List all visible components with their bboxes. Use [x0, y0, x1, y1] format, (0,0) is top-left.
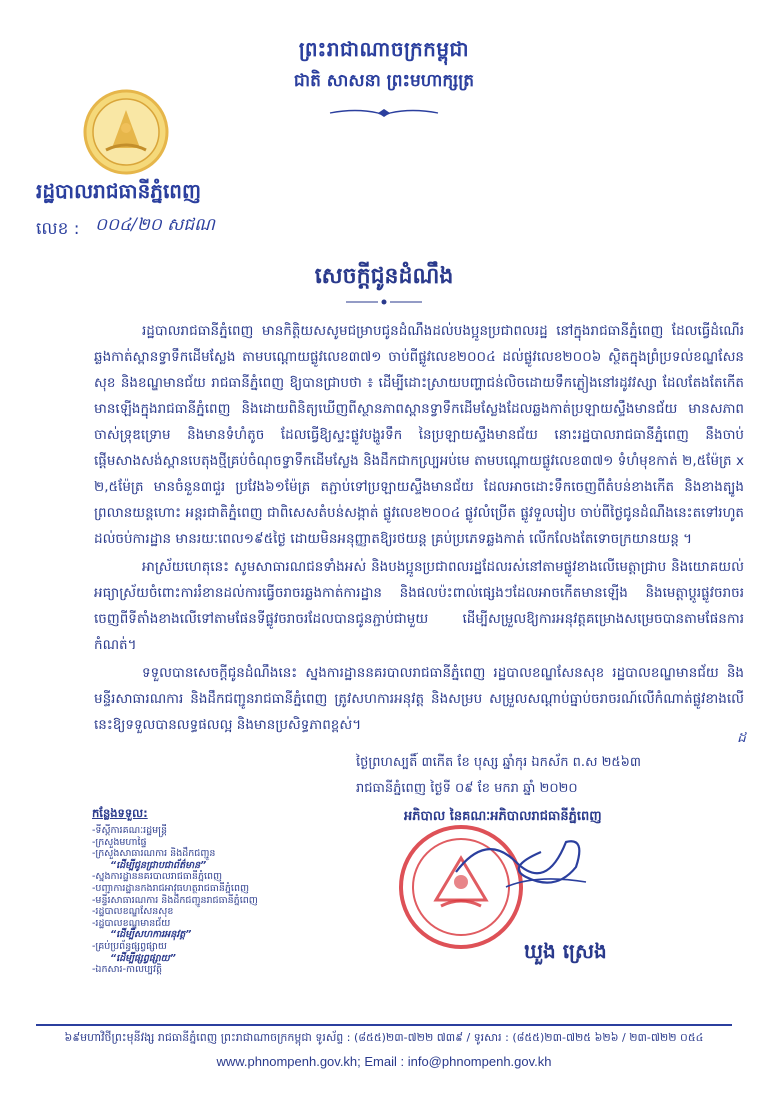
lunar-date: ថ្ងៃព្រហស្បតិ៍ ៣កើត ខែ បុស្ស ឆ្នាំកុរ ឯកស័ក ព.ស ២៥៦៣: [356, 755, 641, 770]
reference-label: លេខ :: [36, 219, 80, 239]
recipient-purpose: “ដើម្បីជូនជ្រាបជាព័ត៌មាន”: [110, 859, 207, 871]
reference-number: ០០៤/២០ សជណ: [95, 215, 215, 235]
recipient-item: -បញ្ជាការដ្ឋានកងរាជអាវុធហត្ថរាជធានីភ្នំពេញ: [92, 882, 250, 894]
signer-title: អភិបាល នៃគណៈអភិបាលរាជធានីភ្នំពេញ: [404, 809, 602, 824]
body-paragraph: អាស្រ័យហេតុនេះ សូមសាធារណជនទាំងអស់ និងបងប្អូនប្រជាពលរដ្ឋដែលរស់នៅតាមផ្លូវខាងលើមេត្តាជ្រាប និងយោគយល់អធ្យាស្រ័យចំពោះការរំខានដល់ការធ្វើចរាចរឆ្លងកាត់ការដ្ឋាន និងផលប៉ះពាល់ផ្សេងៗដែលអាចកើតមានឡើង និងមេត្តាប្តូរផ្លូវចរាចរចេញពីទីតាំងខាងលើទៅតាមផែនទីផ្លូវចរាចរដែលបានជូនភ្ជាប់ជាមួយ ដើម្បីសម្រួលឱ្យការអនុវត្តគម្រោងសម្រេចបានតាមផែនការកំណត់។: [94, 559, 744, 653]
recipients-heading: កន្លែងទទួល:: [92, 806, 148, 820]
recipients-list: [92, 825, 258, 976]
phnom-penh-emblem-icon: [82, 88, 170, 176]
footer-divider: [36, 1024, 732, 1026]
recipient-item: -រដ្ឋបាលខណ្ឌមានជ័យ: [92, 917, 171, 929]
body-paragraph: រដ្ឋបាលរាជធានីភ្នំពេញ មានកិត្តិយសសូមជម្រាបជូនដំណឹងដល់បងប្អូនប្រជាពលរដ្ឋ នៅក្នុងរាជធានីភ្នំពេញ ដែលធ្វើដំណើរឆ្លងកាត់ស្ពានទ្វាទឹកដើមស្លែង តាមបណ្ដោយផ្លូវលេខ៣៧១ ចាប់ពីផ្លូវលេខ២០០៤ ដល់ផ្លូវលេខ២០០៦ ស្ថិតក្នុងព្រំប្រទល់ខណ្ឌសែនសុខ និងខណ្ឌមានជ័យ រាជធានីភ្នំពេញ ឱ្យបានជ្រាបថា ៖ ដើម្បីដោះស្រាយបញ្ហាជន់លិចដោយទឹកភ្លៀងនៅរដូវវស្សា ដែលតែងតែកើតមានឡើងក្នុងរាជធានីភ្នំពេញ និងដោយពិនិត្យឃើញពីស្ថានភាពស្ពានទ្វាទឹកដើមស្លែងដែលឆ្លងកាត់ប្រឡាយស្ទឹងមានជ័យ មានសភាពចាស់ទ្រុឌទ្រោម និងមានទំហំតូច ដែលធ្វើឱ្យស្ទះផ្លូវបង្ហូរទឹក នៃប្រឡាយស្ទឹងមានជ័យ នោះរដ្ឋបាលរាជធានីភ្នំពេញ នឹងចាប់ផ្ដើមសាងសង់ស្ពានបេតុងថ្មីគ្រប់ចំណុចទ្វាទឹកដើមស្លែង និងដឹកជាកល្ប្រអប់មេ តាមបណ្ដោយផ្លូវលេខ៣៧១ ទំហំមុខកាត់ ២,៥ម៉ែត្រ x ២,៥ម៉ែត្រ មានចំនួន៣ជួរ ប្រវែង៦១ម៉ែត្រ តភ្ជាប់ទៅប្រឡាយស្ទឹងមានជ័យ ដែលអាចដោះទឹកចេញពីតំបន់ខាងកើត និងខាងត្បូងព្រលានយន្ដហោះ អន្តរជាតិភ្នំពេញ ជាពិសេសតំបន់សង្កាត់ ផ្លូវលេខ២០០៤ ផ្លូវលំប្រើត ផ្លូវទួលរៀប ចាប់ពីថ្ងៃជូនដំណឹងនេះតទៅរហូតដល់ចប់ការដ្ឋាន មានរយៈពេល១៩៥ថ្ងៃ ដោយមិនអនុញ្ញាតឱ្យរថយន្ត គ្រប់ប្រភេទឆ្លងកាត់ លើកលែងតែទោចក្រយានយន្ត ។: [94, 323, 744, 547]
recipient-item: -ក្រសួងមហាផ្ទៃ: [92, 836, 147, 848]
recipient-item: -ឯកសារ-កាលប្បវត្តិ: [92, 964, 162, 976]
recipient-item: -ទីស្ដីការគណៈរដ្ឋមន្ត្រី: [92, 825, 168, 836]
footer-address: ៦៩មហាវិថីព្រះមុនីវង្ស រាជធានីភ្នំពេញ ព្រះរាជាណាចក្រកម្ពុជា ទូរស័ព្ទ : (៨៥៥)២៣-៧២២ ៧៣៩ / ទូរសារ : (៨៥៥)២៣-៧២៥ ៦២៦ / ២៣-៧២២ ០៥៤: [64, 1031, 704, 1044]
issuing-authority: រដ្ឋបាលរាជធានីភ្នំពេញ: [36, 179, 202, 203]
recipient-item: -រដ្ឋបាលខណ្ឌសែនសុខ: [92, 906, 174, 918]
document-title: សេចក្ដីជូនដំណឹង: [314, 264, 454, 289]
recipient-item: -មន្ទីរសាធារណការ និងដឹកជញ្ជូនរាជធានីភ្នំពេញ: [92, 894, 258, 906]
title-divider-icon: [344, 298, 424, 306]
recipient-purpose: “ដើម្បីសហការអនុវត្ត”: [110, 929, 192, 941]
notice-body: [94, 318, 744, 740]
recipient-item: -ស្នងការដ្ឋាននគរបាលរាជធានីភ្នំពេញ: [92, 871, 223, 883]
recipient-item: -ក្រសួងសាធារណការ និងដឹកជញ្ជូន: [92, 848, 216, 860]
recipient-purpose: “ដើម្បីផ្សព្វផ្សាយ”: [110, 952, 176, 964]
handwritten-initial: ដ: [737, 730, 746, 746]
recipient-item: -គ្រប់ប្រព័ន្ធផ្សព្វផ្សាយ: [92, 940, 167, 952]
ornament-divider-icon: [328, 106, 440, 120]
national-motto: ជាតិ សាសនា ព្រះមហាក្សត្រ: [293, 71, 475, 91]
kingdom-heading: ព្រះរាជាណាចក្រកម្ពុជា: [298, 37, 470, 61]
footer-website-email[interactable]: www.phnompenh.gov.kh; Email : info@phnompenh.gov.kh: [216, 1054, 552, 1069]
solar-date: រាជធានីភ្នំពេញ ថ្ងៃទី ០៩ ខែ មករា ឆ្នាំ ២០២០: [356, 781, 578, 796]
signer-name: ឃួង ស្រេង: [524, 939, 607, 963]
body-paragraph: ទទួលបានសេចក្ដីជូនដំណឹងនេះ ស្នងការដ្ឋាននគរបាលរាជធានីភ្នំពេញ រដ្ឋបាលខណ្ឌសែនសុខ រដ្ឋបាលខណ្ឌមានជ័យ និងមន្ទីរសាធារណការ និងដឹកជញ្ជូនរាជធានីភ្នំពេញ ត្រូវសហការអនុវត្ត និងសម្រប សម្រួលសណ្ដាប់ធ្នាប់ចរាចរណ៍លើកំណាត់ផ្លូវខាងលើនេះឱ្យទទួលបានលទ្ធផលល្អ និងមានប្រសិទ្ធភាពខ្ពស់។: [94, 665, 744, 733]
